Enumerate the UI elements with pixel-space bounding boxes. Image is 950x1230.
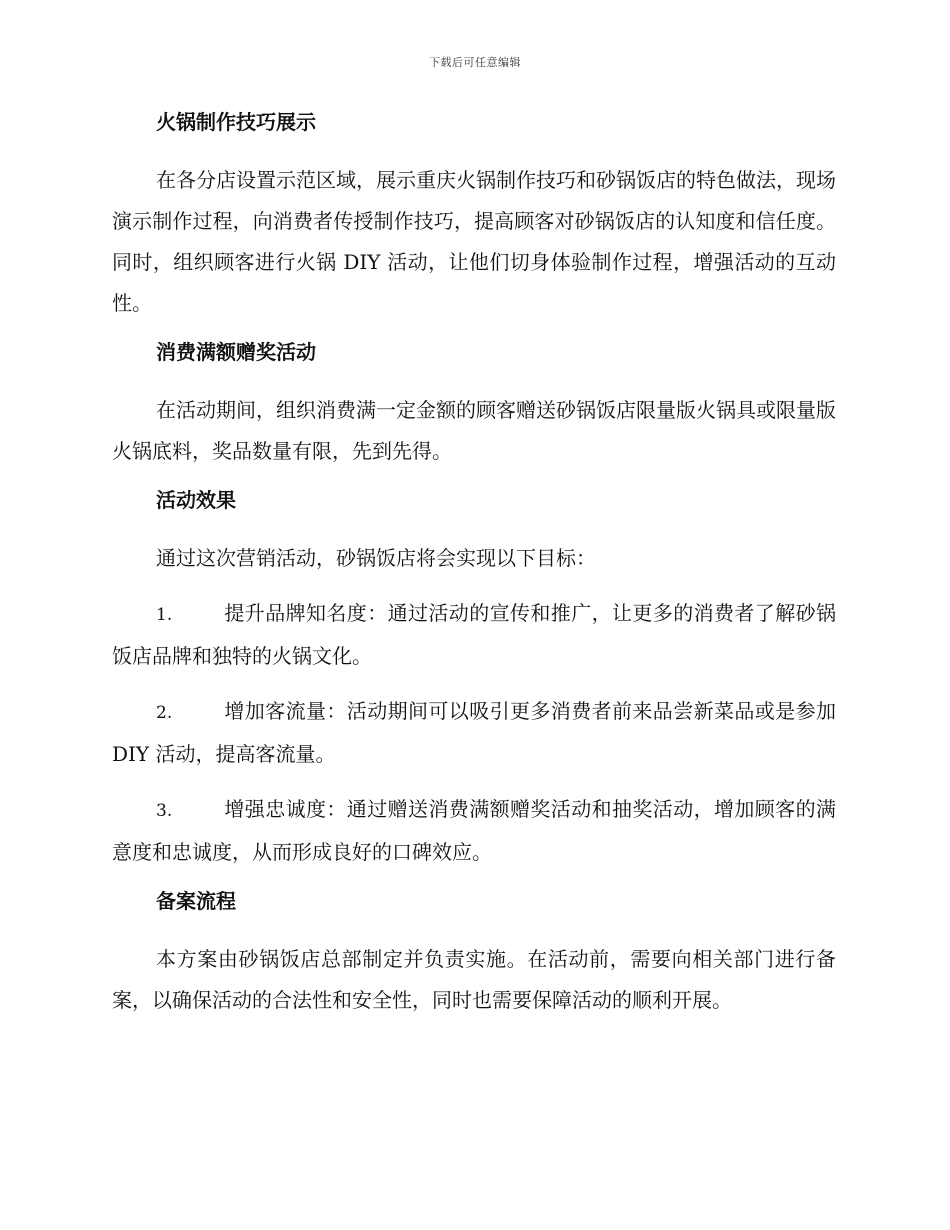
list-item [112, 593, 836, 677]
list-item [112, 691, 836, 775]
list-item-number: 3. [156, 801, 173, 821]
section-paragraph-filing-process: 本方案由砂锅饭店总部制定并负责实施。在活动前，需要向相关部门进行备案，以确保活动的合法性和安全性，同时也需要保障活动的顺利开展。 [112, 947, 836, 1012]
header-note: 下载后可任意编辑 [429, 56, 521, 69]
section-title-hotpot-skills: 火锅制作技巧展示 [156, 110, 316, 134]
list-item-text: 增加客流量：活动期间可以吸引更多消费者前来品尝新菜品或是参加 DIY 活动，提高客流量。 [112, 699, 836, 766]
list-item-number: 2. [156, 703, 173, 723]
list-item-number: 1. [156, 605, 173, 625]
section-title-spending-rewards: 消费满额赠奖活动 [156, 340, 316, 364]
section-paragraph-spending-rewards: 在活动期间，组织消费满一定金额的顾客赠送砂锅饭店限量版火锅具或限量版火锅底料，奖品数量有限，先到先得。 [112, 398, 836, 463]
list-item [112, 789, 836, 873]
document-body [112, 108, 836, 1035]
section-intro-activity-effects: 通过这次营销活动，砂锅饭店将会实现以下目标： [156, 546, 596, 570]
section-title-filing-process: 备案流程 [156, 889, 236, 913]
section-title-activity-effects: 活动效果 [156, 488, 236, 512]
section-paragraph-hotpot-skills: 在各分店设置示范区域，展示重庆火锅制作技巧和砂锅饭店的特色做法，现场演示制作过程，向消费者传授制作技巧，提高顾客对砂锅饭店的认知度和信任度。同时，组织顾客进行火锅 DIY 活动，让他们切身体验制作过程，增强活动的互动性。 [112, 168, 836, 315]
list-item-text: 提升品牌知名度：通过活动的宣传和推广，让更多的消费者了解砂锅饭店品牌和独特的火锅文化。 [112, 601, 836, 668]
list-item-text: 增强忠诚度：通过赠送消费满额赠奖活动和抽奖活动，增加顾客的满意度和忠诚度，从而形成良好的口碑效应。 [112, 797, 836, 864]
